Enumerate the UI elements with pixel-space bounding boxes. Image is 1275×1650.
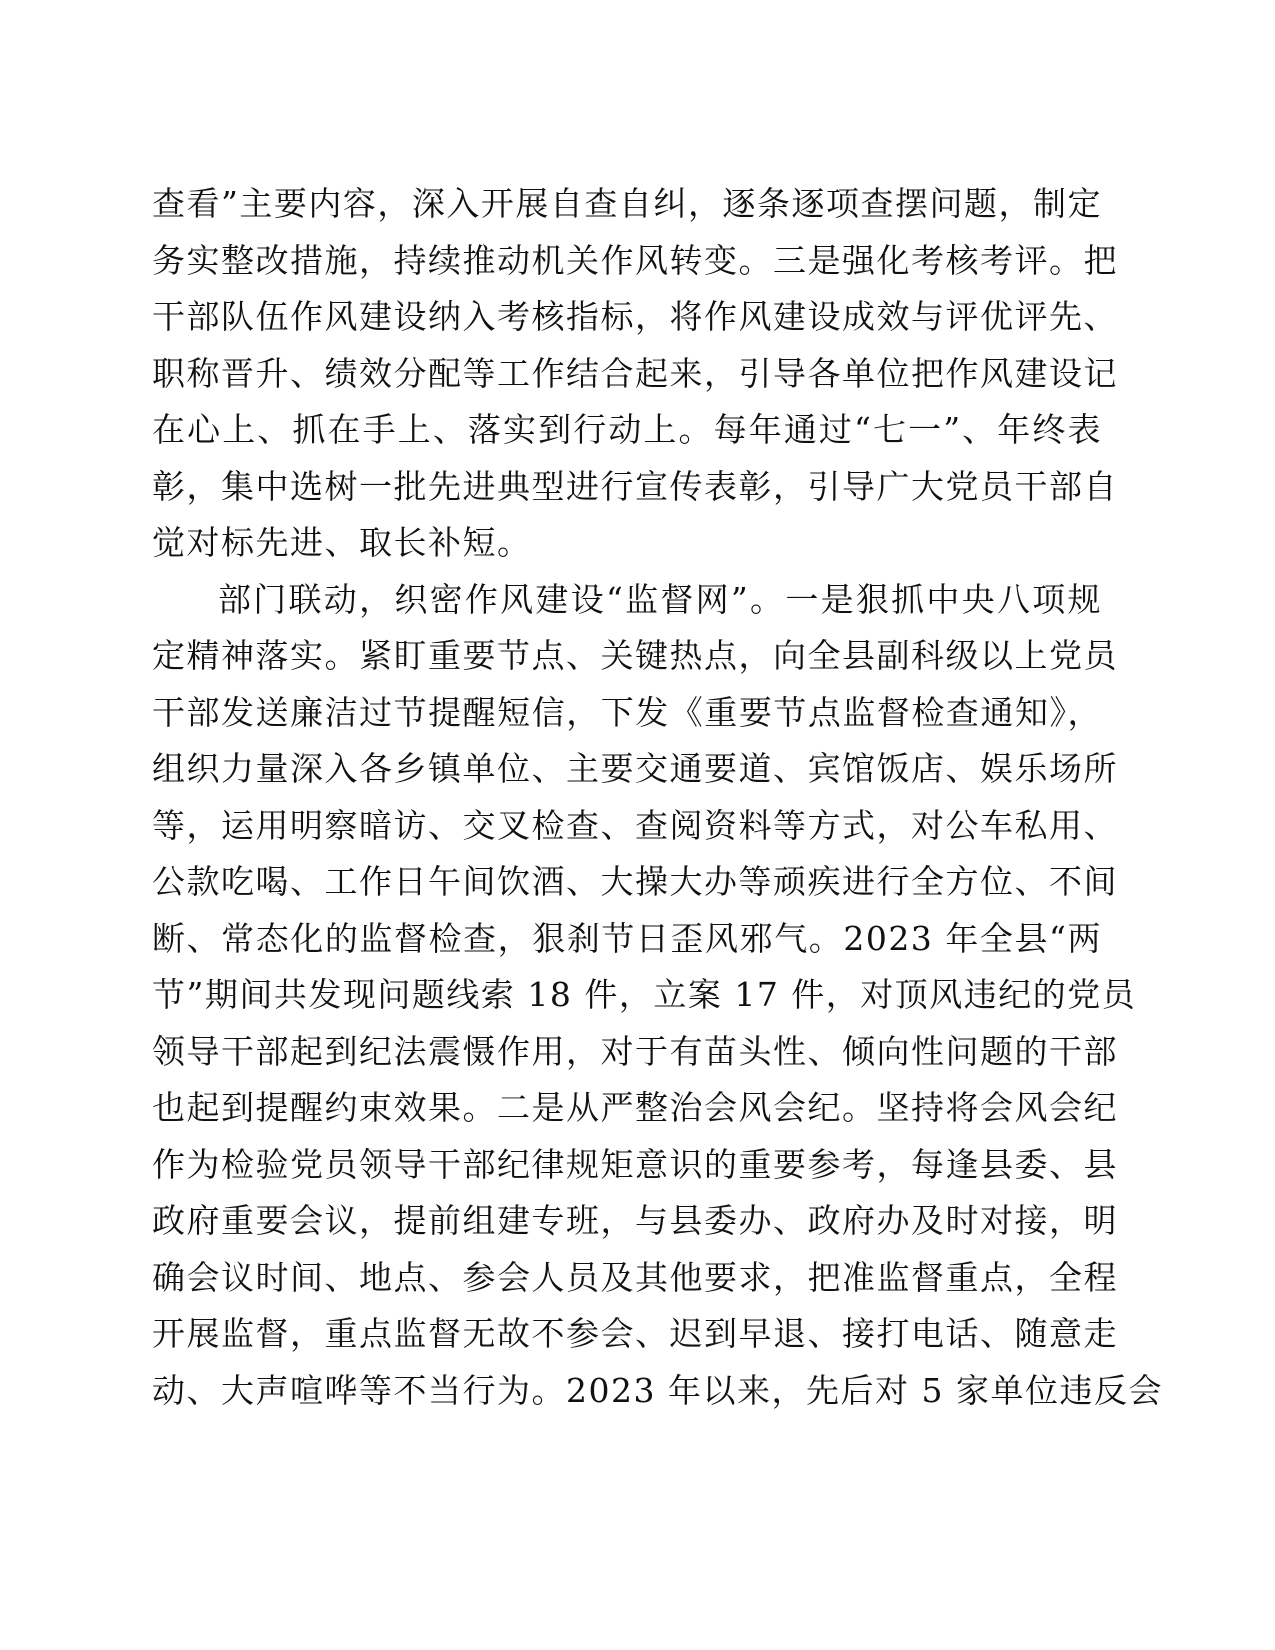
text-line: 觉对标先进、取长补短。 xyxy=(152,523,532,562)
text-line: 领导干部起到纪法震慑作用，对于有苗头性、倾向性问题的干部 xyxy=(152,1031,1118,1071)
text-line: 组织力量深入各乡镇单位、主要交通要道、宾馆饭店、娱乐场所 xyxy=(152,749,1118,788)
text-line: 干部队伍作风建设纳入考核指标，将作风建设成效与评优评先、 xyxy=(152,297,1118,336)
paragraph-1 xyxy=(152,176,1118,572)
text-line: 确会议时间、地点、参会人员及其他要求，把准监督重点，全程 xyxy=(152,1257,1118,1297)
text-line: 断、常态化的监督检查，狠刹节日歪风邪气。2023 年全县“两 xyxy=(152,918,1102,958)
text-line: 政府重要会议，提前组建专班，与县委办、政府办及时对接，明 xyxy=(152,1201,1118,1240)
text-line: 动、大声喧哗等不当行为。2023 年以来，先后对 5 家单位违反会 xyxy=(152,1370,1163,1410)
text-line: 查看”主要内容，深入开展自查自纠，逐条逐项查摆问题，制定 xyxy=(152,184,1102,223)
text-line: 作为检验党员领导干部纪律规矩意识的重要参考，每逢县委、县 xyxy=(152,1144,1118,1184)
text-line: 定精神落实。紧盯重要节点、关键热点，向全县副科级以上党员 xyxy=(152,636,1118,675)
text-line: 职称晋升、绩效分配等工作结合起来，引导各单位把作风建设记 xyxy=(152,353,1118,393)
text-line: 等，运用明察暗访、交叉检查、查阅资料等方式，对公车私用、 xyxy=(152,805,1118,845)
text-line: 也起到提醒约束效果。二是从严整治会风会纪。坚持将会风会纪 xyxy=(152,1088,1118,1127)
document-body xyxy=(152,176,1163,1419)
text-line: 开展监督，重点监督无故不参会、迟到早退、接打电话、随意走 xyxy=(152,1314,1118,1353)
text-line: 公款吃喝、工作日午间饮酒、大操大办等顽疾进行全方位、不间 xyxy=(152,862,1118,901)
text-line: 务实整改措施，持续推动机关作风转变。三是强化考核考评。把 xyxy=(152,240,1118,280)
text-line: 节”期间共发现问题线索 18 件，立案 17 件，对顶风违纪的党员 xyxy=(152,975,1137,1014)
text-line: 干部发送廉洁过节提醒短信，下发《重要节点监督检查通知》， xyxy=(152,692,1102,732)
paragraph-2 xyxy=(152,572,1163,1420)
text-line: 彰，集中选树一批先进典型进行宣传表彰，引导广大党员干部自 xyxy=(152,466,1118,506)
text-line: 在心上、抓在手上、落实到行动上。每年通过“七一”、年终表 xyxy=(152,410,1102,449)
text-line: 部门联动，织密作风建设“监督网”。一是狠抓中央八项规 xyxy=(218,579,1102,619)
